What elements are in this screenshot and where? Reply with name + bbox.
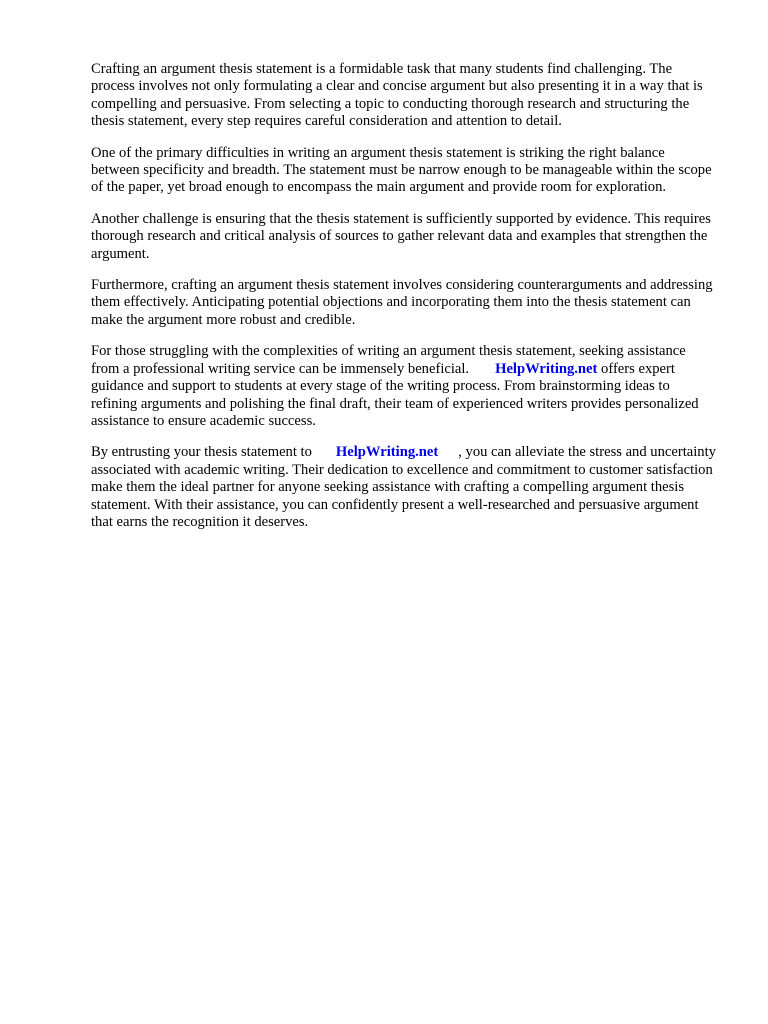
- paragraph-entrusting-text-after: , you can alleviate the stress and uncertainty associated with academic writing. Their dedication to excellence and commitment to customer satisfaction make them the ideal partner for anyone seeking assistance with crafting a compelling argument thesis statement. With their assistance, you can confidently present a well-researched and persuasive argument that earns the recognition it deserves.: [91, 444, 716, 530]
- paragraph-counterarguments: Furthermore, crafting an argument thesis statement involves considering counterarguments and addressing them effectively. Anticipating potential objections and incorporating them into the thesis statement can make the argument more robust and credible.: [91, 277, 713, 328]
- paragraph-intro: Crafting an argument thesis statement is a formidable task that many students find challenging. The process involves not only formulating a clear and concise argument but also presenting it in a way that is compelling and persuasive. From selecting a topic to conducting thorough research and structuring the thesis statement, every step requires careful consideration and attention to detail.: [91, 61, 703, 130]
- paragraph-assistance: [91, 343, 716, 430]
- paragraph-entrusting-text-before: By entrusting your thesis statement to: [91, 444, 312, 461]
- paragraph-entrusting: [91, 444, 716, 531]
- paragraph-evidence: Another challenge is ensuring that the thesis statement is sufficiently supported by evidence. This requires thorough research and critical analysis of sources to gather relevant data and examples that strengthen the argument.: [91, 210, 711, 262]
- document-body: [91, 61, 716, 545]
- paragraph-assistance-text-before: For those struggling with the complexities of writing an argument thesis statement, seeking assistance from a professional writing service can be immensely beneficial.: [91, 343, 686, 377]
- helpwriting-link[interactable]: HelpWriting.net: [335, 444, 439, 461]
- paragraph-difficulties: One of the primary difficulties in writing an argument thesis statement is striking the right balance between specificity and breadth. The statement must be narrow enough to be manageable within the scope of the paper, yet broad enough to encompass the main argument and provide room for exploration.: [91, 144, 712, 196]
- helpwriting-link[interactable]: HelpWriting.net: [495, 360, 598, 377]
- paragraph-assistance-text-after: offers expert guidance and support to students at every stage of the writing process. From brainstorming ideas to refining arguments and polishing the final draft, their team of experienced writers provides personalized assistance to ensure academic success.: [91, 360, 699, 429]
